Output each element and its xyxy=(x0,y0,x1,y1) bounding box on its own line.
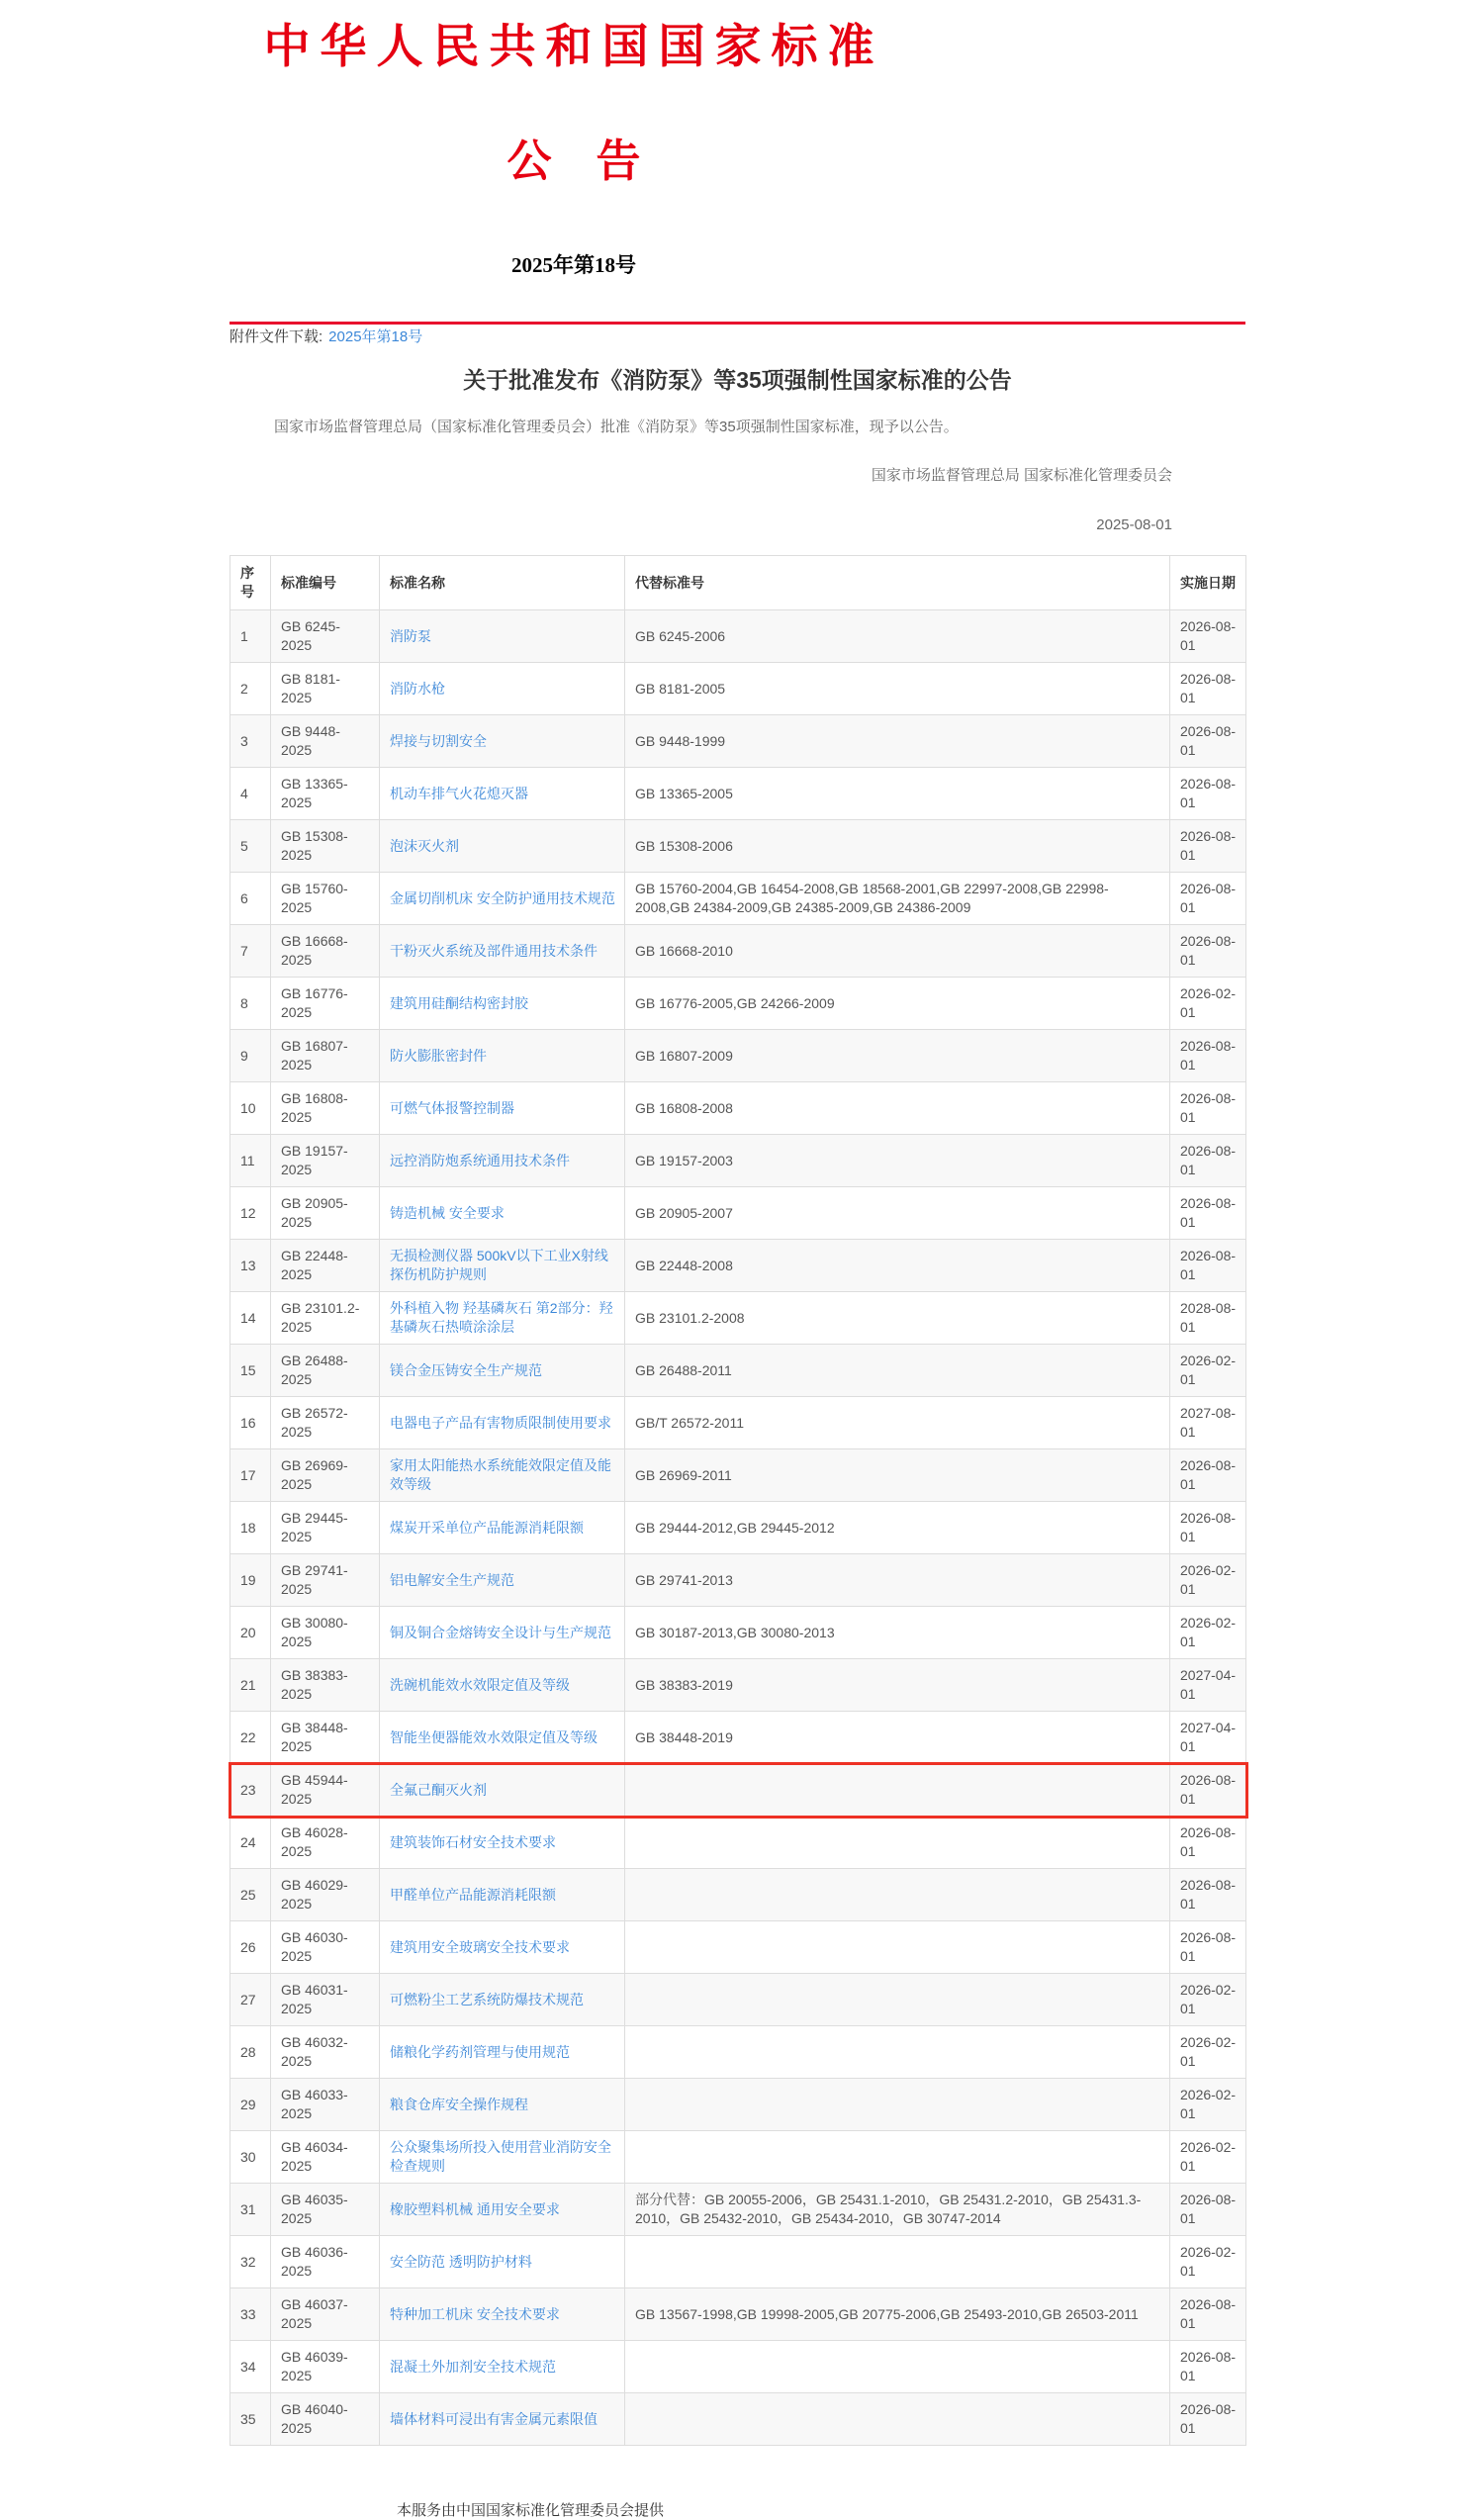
cell-seq: 17 xyxy=(230,1449,271,1502)
cell-seq: 12 xyxy=(230,1187,271,1240)
cell-seq: 1 xyxy=(230,610,271,663)
cell-replaced: GB 20905-2007 xyxy=(625,1187,1170,1240)
standards-table-body xyxy=(230,610,1246,2446)
cell-date: 2026-08-01 xyxy=(1170,1502,1246,1554)
cell-replaced xyxy=(625,2131,1170,2184)
cell-name xyxy=(380,1030,625,1082)
cell-seq: 32 xyxy=(230,2236,271,2288)
cell-date: 2026-08-01 xyxy=(1170,663,1246,715)
table-row xyxy=(230,1135,1246,1187)
cell-date: 2026-08-01 xyxy=(1170,1135,1246,1187)
table-row xyxy=(230,1397,1246,1449)
table-row xyxy=(230,1240,1246,1292)
standard-name-link[interactable]: 橡胶塑料机械 通用安全要求 xyxy=(390,2200,560,2217)
cell-seq: 26 xyxy=(230,1921,271,1974)
cell-code: GB 46029-2025 xyxy=(271,1869,380,1921)
cell-code: GB 30080-2025 xyxy=(271,1607,380,1659)
cell-seq: 2 xyxy=(230,663,271,715)
cell-date: 2026-08-01 xyxy=(1170,1869,1246,1921)
table-row xyxy=(230,1030,1246,1082)
cell-seq: 11 xyxy=(230,1135,271,1187)
cell-date: 2027-04-01 xyxy=(1170,1659,1246,1712)
cell-date: 2026-02-01 xyxy=(1170,2131,1246,2184)
cell-name xyxy=(380,1712,625,1764)
cell-code: GB 16776-2025 xyxy=(271,978,380,1030)
col-header-replaced: 代替标准号 xyxy=(625,556,1170,610)
cell-seq: 15 xyxy=(230,1345,271,1397)
standard-name-link[interactable]: 粮食仓库安全操作规程 xyxy=(390,2096,528,2112)
content-column xyxy=(230,322,1245,2446)
cell-name xyxy=(380,1869,625,1921)
table-row xyxy=(230,1764,1246,1817)
standard-name-link[interactable]: 铜及铜合金熔铸安全设计与生产规范 xyxy=(390,1624,611,1640)
cell-seq: 4 xyxy=(230,768,271,820)
cell-name xyxy=(380,873,625,925)
cell-replaced xyxy=(625,2341,1170,2393)
cell-code: GB 19157-2025 xyxy=(271,1135,380,1187)
cell-seq: 9 xyxy=(230,1030,271,1082)
cell-code: GB 46035-2025 xyxy=(271,2184,380,2236)
table-row xyxy=(230,978,1246,1030)
cell-code: GB 16807-2025 xyxy=(271,1030,380,1082)
cell-replaced: GB 6245-2006 xyxy=(625,610,1170,663)
cell-code: GB 9448-2025 xyxy=(271,715,380,768)
table-row xyxy=(230,1345,1246,1397)
cell-replaced: GB 19157-2003 xyxy=(625,1135,1170,1187)
standard-name-link[interactable]: 甲醛单位产品能源消耗限额 xyxy=(390,1886,556,1903)
cell-code: GB 26969-2025 xyxy=(271,1449,380,1502)
cell-code: GB 26488-2025 xyxy=(271,1345,380,1397)
cell-code: GB 46036-2025 xyxy=(271,2236,380,2288)
cell-replaced: GB 26488-2011 xyxy=(625,1345,1170,1397)
page-title: 中华人民共和国国家标准 xyxy=(263,22,884,73)
cell-seq: 29 xyxy=(230,2079,271,2131)
standard-name-link[interactable]: 外科植入物 羟基磷灰石 第2部分：羟基磷灰石热喷涂涂层 xyxy=(390,1300,613,1336)
cell-code: GB 46030-2025 xyxy=(271,1921,380,1974)
announcement-title: 关于批准发布《消防泵》等35项强制性国家标准的公告 xyxy=(463,367,1012,393)
col-header-date: 实施日期 xyxy=(1170,556,1246,610)
cell-date: 2026-02-01 xyxy=(1170,1345,1246,1397)
cell-replaced: GB 16668-2010 xyxy=(625,925,1170,978)
cell-date: 2026-08-01 xyxy=(1170,1240,1246,1292)
table-row xyxy=(230,1449,1246,1502)
cell-seq: 10 xyxy=(230,1082,271,1135)
cell-name xyxy=(380,1607,625,1659)
cell-replaced xyxy=(625,2236,1170,2288)
cell-date: 2027-04-01 xyxy=(1170,1712,1246,1764)
cell-name xyxy=(380,768,625,820)
cell-seq: 25 xyxy=(230,1869,271,1921)
cell-code: GB 46033-2025 xyxy=(271,2079,380,2131)
red-divider xyxy=(230,322,1245,325)
cell-date: 2026-08-01 xyxy=(1170,768,1246,820)
cell-date: 2026-08-01 xyxy=(1170,925,1246,978)
cell-code: GB 29741-2025 xyxy=(271,1554,380,1607)
cell-code: GB 38383-2025 xyxy=(271,1659,380,1712)
cell-code: GB 38448-2025 xyxy=(271,1712,380,1764)
cell-replaced: 部分代替：GB 20055-2006，GB 25431.1-2010，GB 25431.2-2010，GB 25431.3-2010，GB 25432-2010，GB 25434-2010，GB 30747-2014 xyxy=(625,2184,1170,2236)
cell-date: 2026-02-01 xyxy=(1170,2079,1246,2131)
standard-name-link[interactable]: 洗碗机能效水效限定值及等级 xyxy=(390,1676,570,1693)
table-row xyxy=(230,1869,1246,1921)
cell-replaced xyxy=(625,2393,1170,2446)
cell-replaced: GB 16807-2009 xyxy=(625,1030,1170,1082)
cell-seq: 8 xyxy=(230,978,271,1030)
cell-code: GB 45944-2025 xyxy=(271,1764,380,1817)
standard-name-link[interactable]: 铸造机械 安全要求 xyxy=(390,1204,505,1221)
cell-replaced: GB 38383-2019 xyxy=(625,1659,1170,1712)
standard-name-link[interactable]: 消防水枪 xyxy=(390,680,445,697)
cell-name xyxy=(380,2341,625,2393)
cell-replaced: GB 29741-2013 xyxy=(625,1554,1170,1607)
cell-code: GB 20905-2025 xyxy=(271,1187,380,1240)
cell-replaced xyxy=(625,1921,1170,1974)
table-row xyxy=(230,1921,1246,1974)
cell-replaced xyxy=(625,1764,1170,1817)
standard-name-link[interactable]: 防火膨胀密封件 xyxy=(390,1047,487,1064)
cell-seq: 14 xyxy=(230,1292,271,1345)
cell-date: 2026-08-01 xyxy=(1170,873,1246,925)
cell-seq: 3 xyxy=(230,715,271,768)
cell-date: 2026-08-01 xyxy=(1170,1817,1246,1869)
cell-date: 2026-02-01 xyxy=(1170,2026,1246,2079)
cell-seq: 16 xyxy=(230,1397,271,1449)
cell-name xyxy=(380,610,625,663)
cell-replaced: GB 9448-1999 xyxy=(625,715,1170,768)
table-row xyxy=(230,2079,1246,2131)
standard-name-link[interactable]: 消防泵 xyxy=(390,627,431,644)
attachment-label: 附件文件下载: xyxy=(230,328,323,345)
cell-replaced: GB 29444-2012,GB 29445-2012 xyxy=(625,1502,1170,1554)
cell-seq: 23 xyxy=(230,1764,271,1817)
cell-name xyxy=(380,2288,625,2341)
cell-replaced xyxy=(625,1974,1170,2026)
cell-name xyxy=(380,2236,625,2288)
cell-name xyxy=(380,1554,625,1607)
cell-code: GB 22448-2025 xyxy=(271,1240,380,1292)
cell-name xyxy=(380,1764,625,1817)
table-row xyxy=(230,873,1246,925)
standard-name-link[interactable]: 全氟己酮灭火剂 xyxy=(390,1781,487,1798)
table-row xyxy=(230,768,1246,820)
table-row xyxy=(230,1082,1246,1135)
announcement-date: 2025-08-01 xyxy=(1096,516,1172,534)
cell-seq: 5 xyxy=(230,820,271,873)
table-row xyxy=(230,1554,1246,1607)
standard-name-link[interactable]: 安全防范 透明防护材料 xyxy=(390,2253,532,2270)
standard-name-link[interactable]: 可燃气体报警控制器 xyxy=(390,1099,514,1116)
cell-name xyxy=(380,2131,625,2184)
cell-code: GB 29445-2025 xyxy=(271,1502,380,1554)
cell-seq: 33 xyxy=(230,2288,271,2341)
cell-replaced: GB 22448-2008 xyxy=(625,1240,1170,1292)
standard-name-link[interactable]: 机动车排气火花熄灭器 xyxy=(390,785,528,801)
cell-seq: 30 xyxy=(230,2131,271,2184)
table-row xyxy=(230,1607,1246,1659)
cell-code: GB 6245-2025 xyxy=(271,610,380,663)
cell-name xyxy=(380,925,625,978)
cell-name xyxy=(380,2184,625,2236)
cell-date: 2027-08-01 xyxy=(1170,1397,1246,1449)
cell-code: GB 16668-2025 xyxy=(271,925,380,978)
cell-date: 2026-02-01 xyxy=(1170,2236,1246,2288)
announcement-signature: 国家市场监督管理总局 国家标准化管理委员会 xyxy=(871,467,1172,485)
cell-replaced: GB/T 26572-2011 xyxy=(625,1397,1170,1449)
table-row xyxy=(230,2393,1246,2446)
cell-name xyxy=(380,2393,625,2446)
cell-code: GB 23101.2-2025 xyxy=(271,1292,380,1345)
cell-name xyxy=(380,1449,625,1502)
standard-name-link[interactable]: 建筑用安全玻璃安全技术要求 xyxy=(390,1938,570,1955)
standard-name-link[interactable]: 建筑用硅酮结构密封胶 xyxy=(390,994,528,1011)
standards-table xyxy=(230,555,1246,2446)
table-row xyxy=(230,1712,1246,1764)
cell-replaced xyxy=(625,2079,1170,2131)
table-row xyxy=(230,2288,1246,2341)
standard-name-link[interactable]: 煤炭开采单位产品能源消耗限额 xyxy=(390,1519,584,1536)
standard-name-link[interactable]: 无损检测仪器 500kV以下工业X射线探伤机防护规则 xyxy=(390,1248,608,1283)
cell-name xyxy=(380,1502,625,1554)
table-row xyxy=(230,715,1246,768)
cell-seq: 34 xyxy=(230,2341,271,2393)
standard-name-link[interactable]: 焊接与切割安全 xyxy=(390,732,487,749)
cell-date: 2026-02-01 xyxy=(1170,1607,1246,1659)
cell-name xyxy=(380,1397,625,1449)
cell-name xyxy=(380,1921,625,1974)
cell-code: GB 26572-2025 xyxy=(271,1397,380,1449)
table-row xyxy=(230,2026,1246,2079)
cell-name xyxy=(380,1187,625,1240)
table-row xyxy=(230,663,1246,715)
table-row xyxy=(230,2236,1246,2288)
cell-code: GB 46034-2025 xyxy=(271,2131,380,2184)
cell-replaced: GB 8181-2005 xyxy=(625,663,1170,715)
cell-replaced xyxy=(625,1817,1170,1869)
cell-replaced: GB 23101.2-2008 xyxy=(625,1292,1170,1345)
standard-name-link[interactable]: 电器电子产品有害物质限制使用要求 xyxy=(390,1414,611,1431)
cell-seq: 19 xyxy=(230,1554,271,1607)
cell-name xyxy=(380,663,625,715)
standard-name-link[interactable]: 远控消防炮系统通用技术条件 xyxy=(390,1152,570,1168)
table-row xyxy=(230,2131,1246,2184)
cell-date: 2026-08-01 xyxy=(1170,715,1246,768)
standard-name-link[interactable]: 金属切削机床 安全防护通用技术规范 xyxy=(390,889,615,906)
cell-seq: 21 xyxy=(230,1659,271,1712)
standard-name-link[interactable]: 智能坐便器能效水效限定值及等级 xyxy=(390,1728,598,1745)
standard-name-link[interactable]: 铝电解安全生产规范 xyxy=(390,1571,514,1588)
cell-code: GB 46031-2025 xyxy=(271,1974,380,2026)
table-row xyxy=(230,820,1246,873)
attachment-row xyxy=(230,329,1245,345)
cell-date: 2026-08-01 xyxy=(1170,1030,1246,1082)
col-header-seq: 序号 xyxy=(230,556,271,610)
cell-name xyxy=(380,2026,625,2079)
cell-date: 2026-02-01 xyxy=(1170,1974,1246,2026)
cell-name xyxy=(380,2079,625,2131)
standard-name-link[interactable]: 储粮化学药剂管理与使用规范 xyxy=(390,2043,570,2060)
cell-replaced: GB 16776-2005,GB 24266-2009 xyxy=(625,978,1170,1030)
cell-name xyxy=(380,1082,625,1135)
cell-code: GB 46028-2025 xyxy=(271,1817,380,1869)
cell-name xyxy=(380,1659,625,1712)
cell-replaced: GB 13567-1998,GB 19998-2005,GB 20775-2006,GB 25493-2010,GB 26503-2011 xyxy=(625,2288,1170,2341)
cell-date: 2026-02-01 xyxy=(1170,1554,1246,1607)
cell-name xyxy=(380,715,625,768)
col-header-code: 标准编号 xyxy=(271,556,380,610)
cell-date: 2026-08-01 xyxy=(1170,610,1246,663)
cell-date: 2026-08-01 xyxy=(1170,1187,1246,1240)
issue-number: 2025年第18号 xyxy=(511,253,636,277)
standard-name-link[interactable]: 混凝土外加剂安全技术规范 xyxy=(390,2358,556,2375)
cell-name xyxy=(380,1345,625,1397)
cell-date: 2026-02-01 xyxy=(1170,978,1246,1030)
cell-code: GB 13365-2025 xyxy=(271,768,380,820)
cell-name xyxy=(380,820,625,873)
cell-code: GB 16808-2025 xyxy=(271,1082,380,1135)
cell-date: 2026-08-01 xyxy=(1170,2288,1246,2341)
table-row xyxy=(230,2184,1246,2236)
table-header-row xyxy=(230,556,1246,610)
cell-replaced: GB 13365-2005 xyxy=(625,768,1170,820)
cell-replaced: GB 15760-2004,GB 16454-2008,GB 18568-2001,GB 22997-2008,GB 22998-2008,GB 24384-2009,GB 24385-2009,GB 24386-2009 xyxy=(625,873,1170,925)
cell-name xyxy=(380,1817,625,1869)
cell-code: GB 15308-2025 xyxy=(271,820,380,873)
cell-name xyxy=(380,978,625,1030)
cell-date: 2026-08-01 xyxy=(1170,2393,1246,2446)
cell-code: GB 46037-2025 xyxy=(271,2288,380,2341)
standard-name-link[interactable]: 墙体材料可浸出有害金属元素限值 xyxy=(390,2410,598,2427)
table-row xyxy=(230,1659,1246,1712)
cell-date: 2026-08-01 xyxy=(1170,2184,1246,2236)
cell-code: GB 15760-2025 xyxy=(271,873,380,925)
cell-name xyxy=(380,1135,625,1187)
standard-name-link[interactable]: 镁合金压铸安全生产规范 xyxy=(390,1361,542,1378)
cell-name xyxy=(380,1974,625,2026)
cell-seq: 22 xyxy=(230,1712,271,1764)
cell-date: 2026-08-01 xyxy=(1170,1921,1246,1974)
cell-date: 2026-08-01 xyxy=(1170,1764,1246,1817)
table-row xyxy=(230,1974,1246,2026)
col-header-name: 标准名称 xyxy=(380,556,625,610)
cell-replaced xyxy=(625,1869,1170,1921)
announcement-body: 国家市场监督管理总局（国家标准化管理委员会）批准《消防泵》等35项强制性国家标准，现予以公告。 xyxy=(274,419,959,436)
cell-replaced: GB 16808-2008 xyxy=(625,1082,1170,1135)
announcement-header xyxy=(40,0,1108,276)
standard-name-link[interactable]: 干粉灭火系统及部件通用技术条件 xyxy=(390,942,598,959)
cell-name xyxy=(380,1240,625,1292)
cell-code: GB 46040-2025 xyxy=(271,2393,380,2446)
cell-replaced: GB 15308-2006 xyxy=(625,820,1170,873)
cell-seq: 35 xyxy=(230,2393,271,2446)
cell-seq: 13 xyxy=(230,1240,271,1292)
standard-name-link[interactable]: 特种加工机床 安全技术要求 xyxy=(390,2305,560,2322)
cell-seq: 6 xyxy=(230,873,271,925)
table-row xyxy=(230,1187,1246,1240)
cell-seq: 20 xyxy=(230,1607,271,1659)
standard-name-link[interactable]: 公众聚集场所投入使用营业消防安全检查规则 xyxy=(390,2139,611,2175)
cell-name xyxy=(380,1292,625,1345)
cell-code: GB 46039-2025 xyxy=(271,2341,380,2393)
cell-code: GB 46032-2025 xyxy=(271,2026,380,2079)
cell-seq: 31 xyxy=(230,2184,271,2236)
cell-seq: 18 xyxy=(230,1502,271,1554)
cell-replaced: GB 26969-2011 xyxy=(625,1449,1170,1502)
standard-name-link[interactable]: 泡沫灭火剂 xyxy=(390,837,459,854)
table-row xyxy=(230,1292,1246,1345)
cell-replaced: GB 38448-2019 xyxy=(625,1712,1170,1764)
table-row xyxy=(230,1502,1246,1554)
table-row xyxy=(230,2341,1246,2393)
standard-name-link[interactable]: 家用太阳能热水系统能效限定值及能效等级 xyxy=(390,1457,611,1493)
cell-seq: 27 xyxy=(230,1974,271,2026)
cell-seq: 7 xyxy=(230,925,271,978)
table-row xyxy=(230,925,1246,978)
standard-name-link[interactable]: 可燃粉尘工艺系统防爆技术规范 xyxy=(390,1991,584,2007)
page-footer: 本服务由中国国家标准化管理委员会提供 xyxy=(396,2502,664,2520)
table-row xyxy=(230,1817,1246,1869)
cell-date: 2026-08-01 xyxy=(1170,820,1246,873)
cell-replaced: GB 30187-2013,GB 30080-2013 xyxy=(625,1607,1170,1659)
cell-code: GB 8181-2025 xyxy=(271,663,380,715)
table-row xyxy=(230,610,1246,663)
cell-seq: 24 xyxy=(230,1817,271,1869)
cell-replaced xyxy=(625,2026,1170,2079)
page-subtitle: 公 告 xyxy=(506,137,641,186)
cell-date: 2028-08-01 xyxy=(1170,1292,1246,1345)
standard-name-link[interactable]: 建筑装饰石材安全技术要求 xyxy=(390,1833,556,1850)
cell-seq: 28 xyxy=(230,2026,271,2079)
attachment-download-link[interactable]: 2025年第18号 xyxy=(328,328,423,345)
cell-date: 2026-08-01 xyxy=(1170,2341,1246,2393)
cell-date: 2026-08-01 xyxy=(1170,1082,1246,1135)
cell-date: 2026-08-01 xyxy=(1170,1449,1246,1502)
